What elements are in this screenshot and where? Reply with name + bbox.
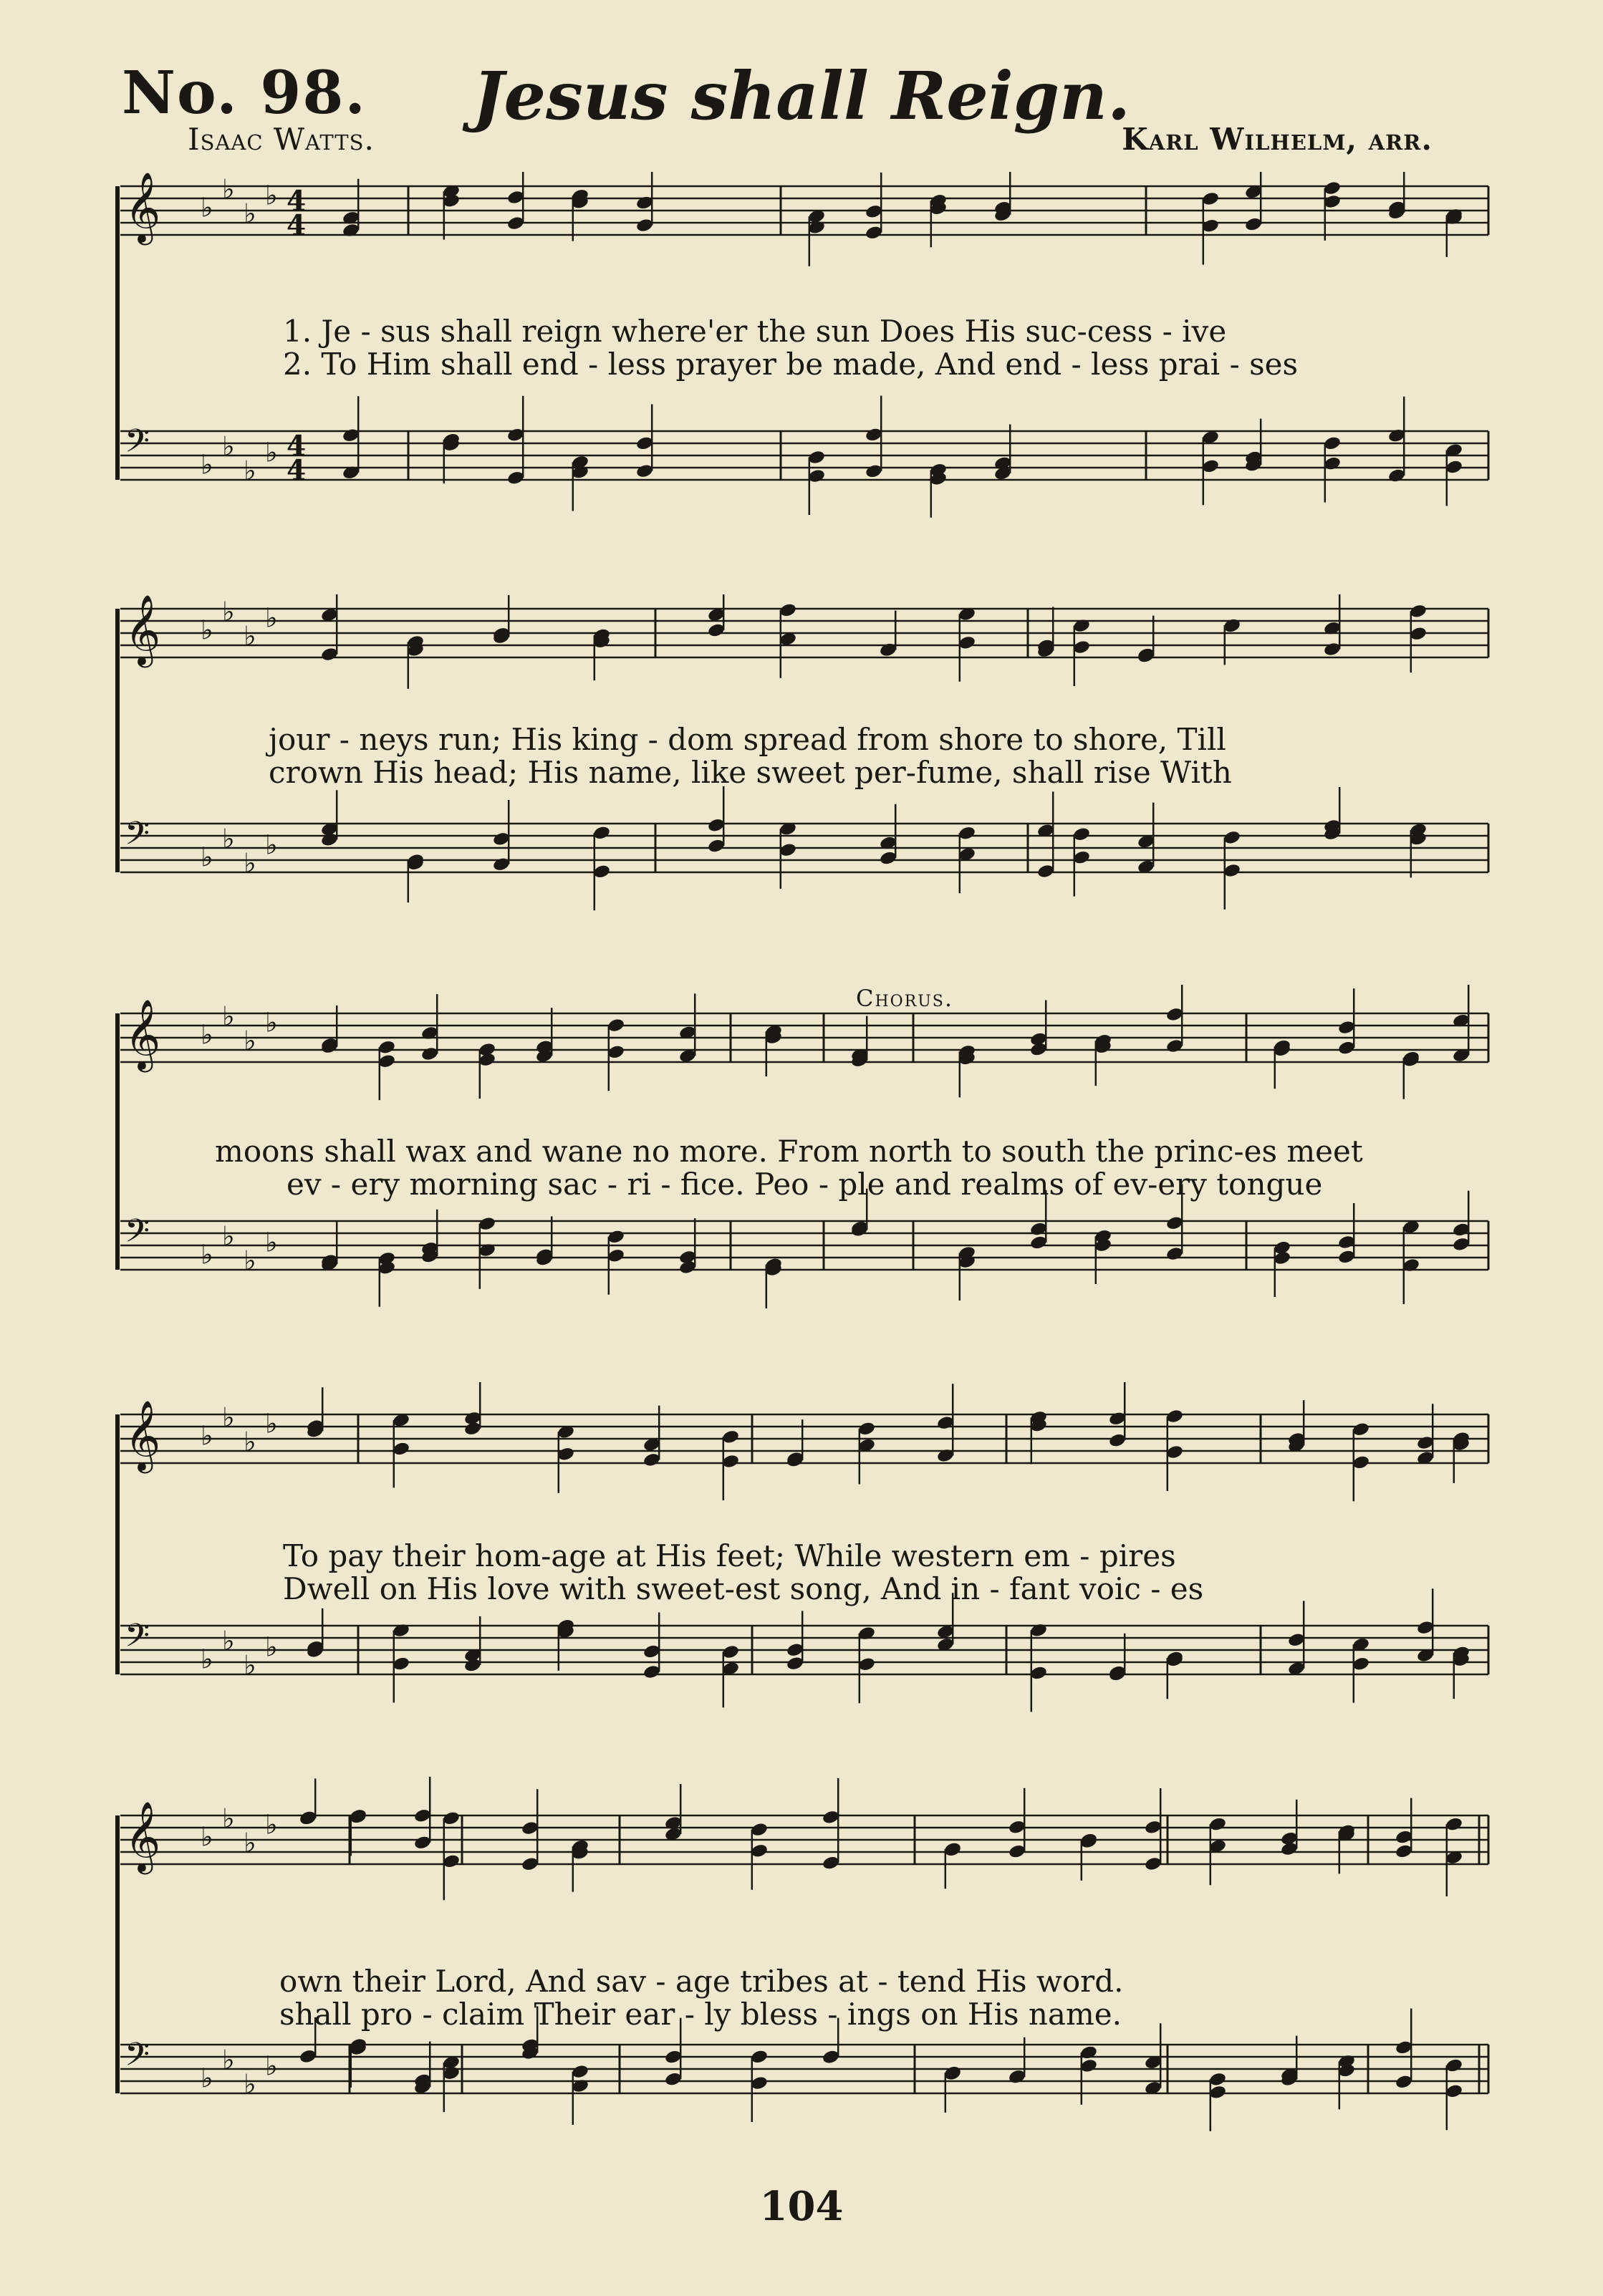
time-signature-top: 4 xyxy=(287,185,307,218)
flat-sign: ♭ xyxy=(201,1643,213,1675)
flat-sign: ♭ xyxy=(201,1820,213,1853)
chorus-marker: Chorus. xyxy=(856,985,954,1012)
treble-clef: 𝄞 xyxy=(125,594,161,665)
flat-sign: ♭ xyxy=(201,1018,213,1051)
time-signature-bottom: 4 xyxy=(287,209,307,242)
flat-sign: ♭ xyxy=(244,1649,256,1681)
flat-sign: ♭ xyxy=(244,2068,256,2100)
flat-sign: ♭ xyxy=(222,430,235,462)
bass-clef: 𝄢 xyxy=(125,2035,150,2081)
flat-sign: ♭ xyxy=(222,173,235,205)
flat-sign: ♭ xyxy=(222,1000,235,1032)
flat-sign: ♭ xyxy=(265,1407,278,1439)
flat-sign: ♭ xyxy=(244,1245,256,1276)
flat-sign: ♭ xyxy=(222,596,235,627)
composer-credit: Karl Wilhelm, arr. xyxy=(1122,122,1433,157)
flat-sign: ♭ xyxy=(265,1226,278,1258)
flat-sign: ♭ xyxy=(201,1419,213,1452)
lyric-line-verse2: ev - ery morning sac - ri - fice. Peo - ple and realms of ev-ery tongue xyxy=(287,1167,1323,1202)
flat-sign: ♭ xyxy=(244,1025,256,1056)
treble-clef: 𝄞 xyxy=(125,172,161,243)
flat-sign: ♭ xyxy=(201,2062,213,2094)
hymn-number: No. 98. xyxy=(122,59,367,127)
treble-clef: 𝄞 xyxy=(125,1399,161,1471)
flat-sign: ♭ xyxy=(244,847,256,879)
music-system-5 xyxy=(115,1776,1493,2177)
lyric-line-verse1: jour - neys run; His king - dom spread from shore to shore, Till xyxy=(269,722,1226,757)
flat-sign: ♭ xyxy=(201,191,213,223)
lyric-line-verse2: Dwell on His love with sweet-est song, And in - fant voic - es xyxy=(283,1571,1204,1606)
treble-clef: 𝄞 xyxy=(125,998,161,1070)
flat-sign: ♭ xyxy=(265,1631,278,1663)
lyric-line-verse2: 2. To Him shall end - less prayer be made, And end - less prai - ses xyxy=(283,347,1299,382)
flat-sign: ♭ xyxy=(265,436,278,468)
music-system-2 xyxy=(115,594,1493,967)
lyric-line-verse2: crown His head; His name, like sweet per-fume, shall rise With xyxy=(269,755,1232,790)
flat-sign: ♭ xyxy=(222,1402,235,1433)
time-signature-bottom: 4 xyxy=(287,454,307,487)
lyric-line-verse2: shall pro - claim Their ear - ly bless - ings on His name. xyxy=(279,1997,1122,2032)
flat-sign: ♭ xyxy=(222,1625,235,1656)
flat-sign: ♭ xyxy=(222,823,235,854)
flat-sign: ♭ xyxy=(244,198,256,229)
lyricist-credit: Isaac Watts. xyxy=(188,122,375,157)
bass-clef: 𝄢 xyxy=(125,1616,150,1662)
lyric-line-verse1: moons shall wax and wane no more. From north to south the princ-es meet xyxy=(215,1134,1363,1169)
flat-sign: ♭ xyxy=(244,1426,256,1457)
flat-sign: ♭ xyxy=(222,2044,235,2075)
flat-sign: ♭ xyxy=(222,1803,235,1834)
flat-sign: ♭ xyxy=(222,1220,235,1252)
music-system-4 xyxy=(115,1382,1493,1769)
time-signature-top: 4 xyxy=(287,430,307,463)
bass-clef: 𝄢 xyxy=(125,422,150,468)
flat-sign: ♭ xyxy=(201,614,213,646)
bass-clef: 𝄢 xyxy=(125,1212,150,1258)
flat-sign: ♭ xyxy=(201,841,213,873)
lyric-line-verse1: own their Lord, And sav - age tribes at - tend His word. xyxy=(279,1964,1124,1999)
lyric-line-verse1: 1. Je - sus shall reign where'er the sun Does His suc-cess - ive xyxy=(283,314,1227,349)
flat-sign: ♭ xyxy=(244,1827,256,1858)
bass-clef: 𝄢 xyxy=(125,814,150,860)
flat-sign: ♭ xyxy=(201,448,213,481)
flat-sign: ♭ xyxy=(265,1808,278,1841)
hymn-title: Jesus shall Reign. xyxy=(473,57,1130,135)
flat-sign: ♭ xyxy=(201,1238,213,1270)
flat-sign: ♭ xyxy=(265,602,278,634)
flat-sign: ♭ xyxy=(265,179,278,211)
flat-sign: ♭ xyxy=(265,2050,278,2082)
flat-sign: ♭ xyxy=(244,620,256,652)
lyric-line-verse1: To pay their hom-age at His feet; While western em - pires xyxy=(283,1538,1176,1573)
flat-sign: ♭ xyxy=(265,1006,278,1038)
music-system-1 xyxy=(115,172,1493,530)
treble-clef: 𝄞 xyxy=(125,1800,161,1872)
flat-sign: ♭ xyxy=(265,829,278,861)
page-number: 104 xyxy=(759,2183,844,2230)
flat-sign: ♭ xyxy=(244,455,256,486)
music-system-3 xyxy=(115,985,1493,1371)
